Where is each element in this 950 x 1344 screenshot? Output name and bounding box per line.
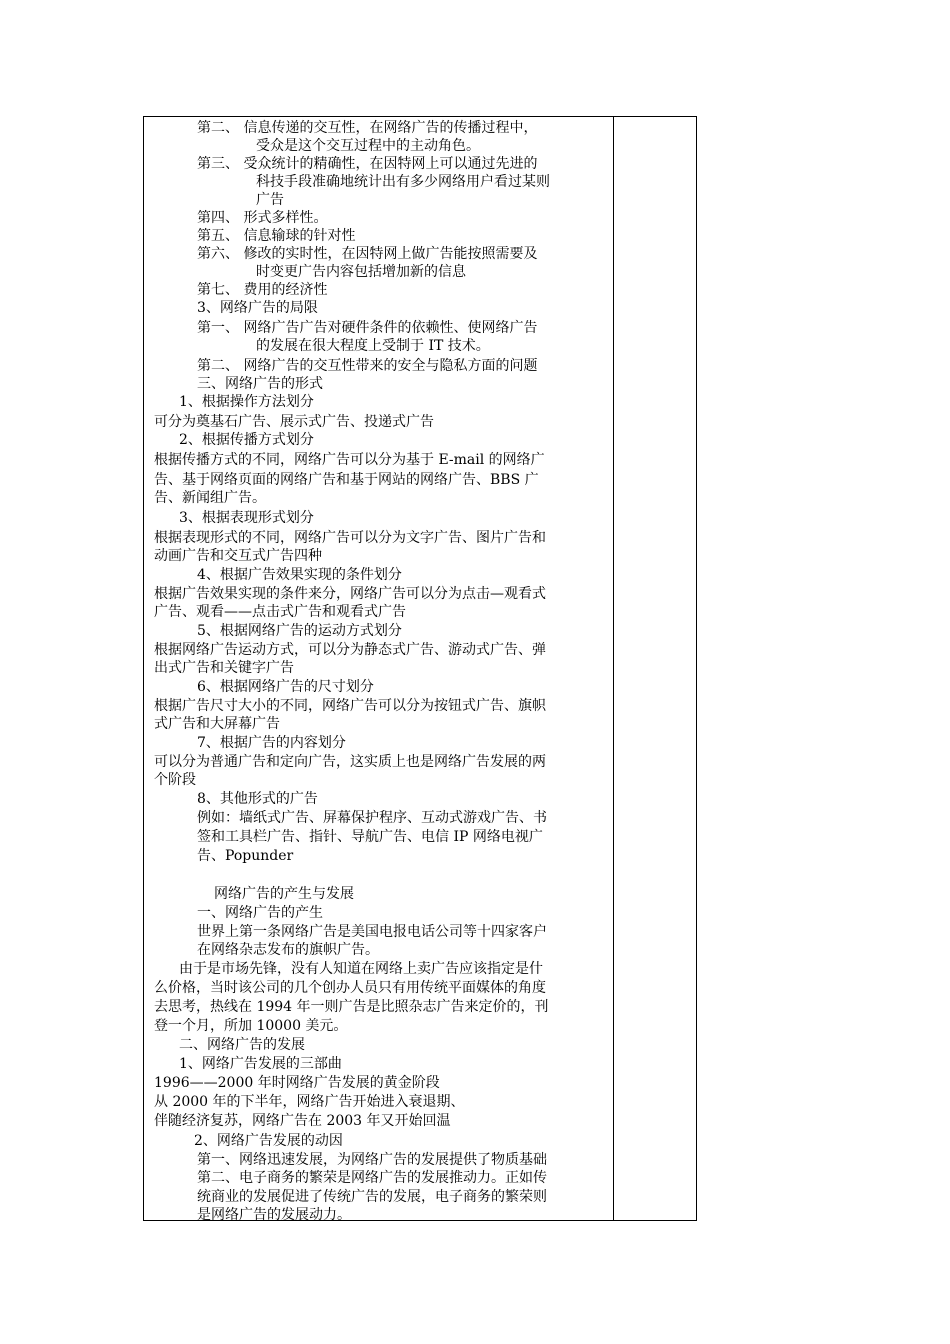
- text-line: 2、网络广告发展的动因: [194, 1133, 343, 1149]
- text-line: 2、根据传播方式划分: [179, 432, 314, 448]
- text-line: 动画广告和交互式广告四种: [154, 548, 322, 564]
- text-line: 告、基于网络页面的网络广告和基于网站的网络广告、BBS 广: [154, 472, 539, 488]
- text-line: 统商业的发展促进了传统广告的发展，电子商务的繁荣则: [197, 1189, 547, 1205]
- text-line: 登一个月，所加 10000 美元。: [154, 1018, 348, 1034]
- text-line: 告、Popunder: [197, 848, 294, 864]
- text-line: 5、根据网络广告的运动方式划分: [197, 623, 402, 639]
- text-line: 根据广告尺寸大小的不同，网络广告可以分为按钮式广告、旗帜: [154, 698, 546, 714]
- text-line: 广告: [256, 192, 284, 208]
- text-line: 么价格，当时该公司的几个创办人员只有用传统平面媒体的角度: [154, 980, 546, 996]
- text-line: 第三、 受众统计的精确性，在因特网上可以通过先进的: [197, 156, 538, 172]
- text-line: 例如：墙纸式广告、屏幕保护程序、互动式游戏广告、书: [197, 810, 547, 826]
- text-line: 4、根据广告效果实现的条件划分: [197, 567, 402, 583]
- text-line: 3、根据表现形式划分: [179, 510, 314, 526]
- text-line: 广告、观看——点击式广告和观看式广告: [154, 604, 406, 620]
- text-line: 1、根据操作方法划分: [179, 394, 314, 410]
- text-line: 受众是这个交互过程中的主动角色。: [256, 138, 480, 154]
- text-line: 6、根据网络广告的尺寸划分: [197, 679, 374, 695]
- text-line: 第六、 修改的实时性，在因特网上做广告能按照需要及: [197, 246, 538, 262]
- text-line: 出式广告和关键字广告: [154, 660, 294, 676]
- text-line: 从 2000 年的下半年，网络广告开始进入衰退期、: [154, 1094, 465, 1110]
- text-line: 世界上第一条网络广告是美国电报电话公司等十四家客户: [197, 924, 547, 940]
- document-table: [143, 116, 697, 1221]
- text-line: 时变更广告内容包括增加新的信息: [256, 264, 466, 280]
- text-line: 根据传播方式的不同，网络广告可以分为基于 E-mail 的网络广: [154, 452, 545, 468]
- text-line: 由于是市场先锋，没有人知道在网络上卖广告应该指定是什: [179, 961, 543, 977]
- text-line: 个阶段: [154, 772, 196, 788]
- text-line: 科技手段准确地统计出有多少网络用户看过某则: [256, 174, 550, 190]
- text-line: 三、网络广告的形式: [197, 376, 323, 392]
- text-line: 式广告和大屏幕广告: [154, 716, 280, 732]
- text-line: 的发展在很大程度上受制于 IT 技术。: [256, 338, 490, 354]
- text-line: 可以分为普通广告和定向广告，这实质上也是网络广告发展的两: [154, 754, 546, 770]
- text-line: 根据表现形式的不同，网络广告可以分为文字广告、图片广告和: [154, 530, 546, 546]
- text-line: 1、网络广告发展的三部曲: [179, 1056, 342, 1072]
- text-line: 第五、 信息输球的针对性: [197, 228, 356, 244]
- text-line: 签和工具栏广告、指针、导航广告、电信 IP 网络电视广: [197, 829, 543, 845]
- text-line: 去思考，热线在 1994 年一则广告是比照杂志广告来定价的，刊: [154, 999, 549, 1015]
- text-line: 1996——2000 年时网络广告发展的黄金阶段: [154, 1075, 440, 1091]
- text-line: 第七、 费用的经济性: [197, 282, 328, 298]
- text-line: 3、网络广告的局限: [197, 300, 318, 316]
- text-line: 二、网络广告的发展: [179, 1037, 305, 1053]
- text-line: 第二、 网络广告的交互性带来的安全与隐私方面的问题: [197, 358, 538, 374]
- text-line: 第二、电子商务的繁荣是网络广告的发展推动力。正如传: [197, 1170, 547, 1186]
- text-line: 第四、 形式多样性。: [197, 210, 328, 226]
- text-line: 根据广告效果实现的条件来分，网络广告可以分为点击—观看式: [154, 586, 546, 602]
- text-line: 根据网络广告运动方式，可以分为静态式广告、游动式广告、弹: [154, 642, 546, 658]
- text-line: 8、其他形式的广告: [197, 791, 318, 807]
- text-line: 第一、 网络广告广告对硬件条件的依赖性、使网络广告: [197, 320, 538, 336]
- text-line: 一、网络广告的产生: [197, 905, 323, 921]
- text-line: 是网络广告的发展动力。: [197, 1207, 351, 1223]
- text-line: 第二、 信息传递的交互性，在网络广告的传播过程中，: [197, 120, 538, 136]
- column-divider: [613, 117, 614, 1220]
- text-line: 网络广告的产生与发展: [214, 886, 354, 902]
- text-line: 第一、网络迅速发展，为网络广告的发展提供了物质基础: [197, 1152, 547, 1168]
- text-line: 在网络杂志发布的旗帜广告。: [197, 942, 379, 958]
- text-line: 伴随经济复苏，网络广告在 2003 年又开始回温: [154, 1113, 451, 1129]
- text-line: 告、新闻组广告。: [154, 490, 266, 506]
- text-line: 可分为奠基石广告、展示式广告、投递式广告: [154, 414, 434, 430]
- text-line: 7、根据广告的内容划分: [197, 735, 346, 751]
